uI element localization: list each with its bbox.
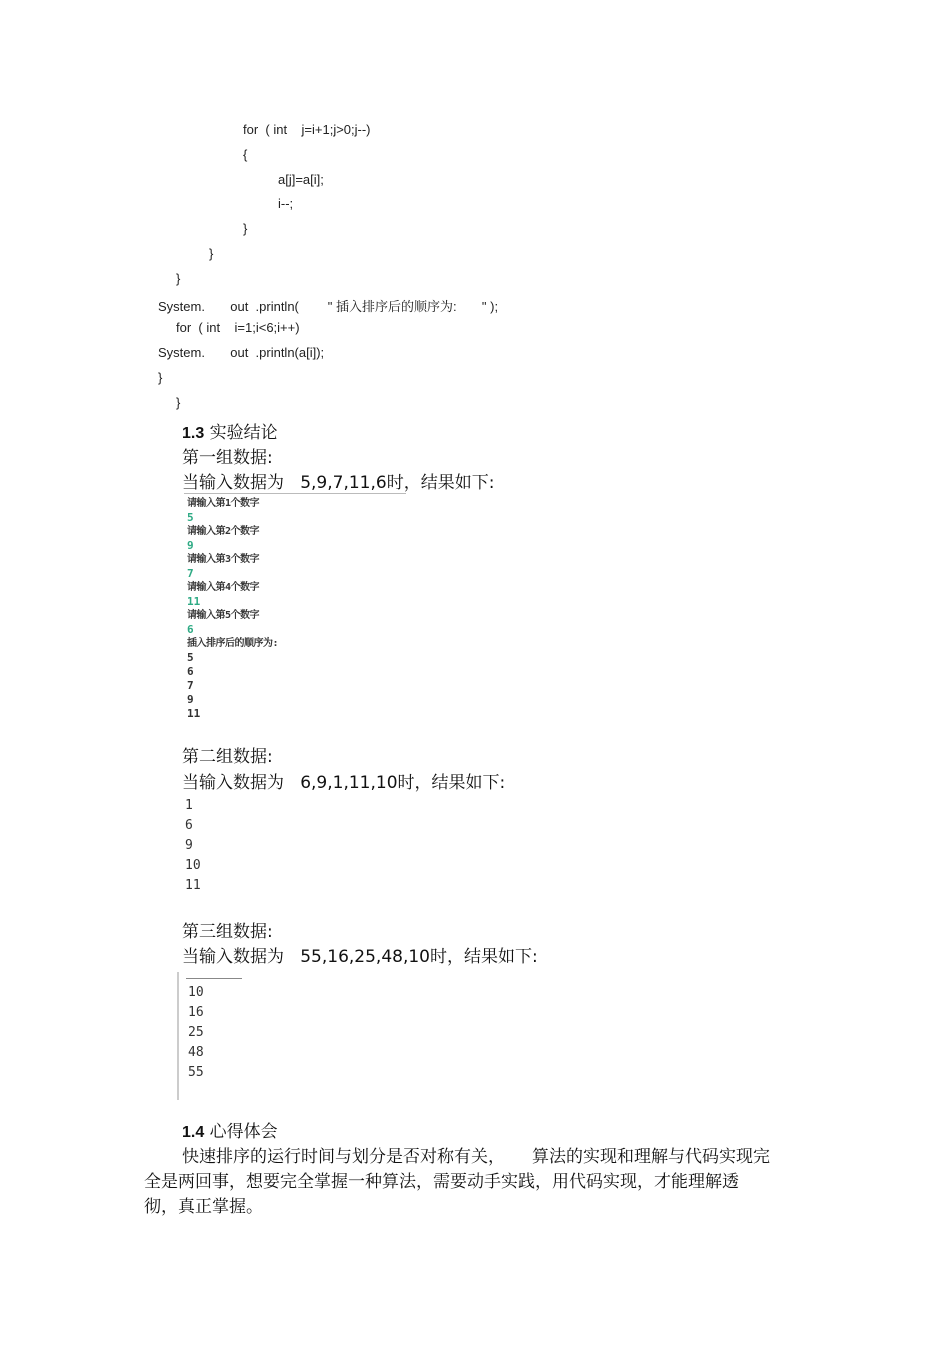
console-output: 9 [187, 693, 194, 706]
code-line: } [176, 395, 181, 410]
console-output: 1 [185, 798, 193, 813]
section-number: 1.3 [182, 425, 205, 442]
screenshot-border [184, 493, 406, 494]
code-line: i--; [278, 196, 294, 211]
section-heading [182, 418, 278, 443]
section-heading [182, 1117, 278, 1142]
code-line: } [176, 271, 181, 286]
code-line: { [243, 147, 248, 162]
console-prompt: 请输入第1个数字 [187, 498, 260, 509]
group-description: 当输入数据为 55,16,25,48,10时，结果如下: [182, 947, 538, 967]
group-description: 当输入数据为 5,9,7,11,6时，结果如下: [182, 473, 495, 493]
group-label: 第二组数据: [182, 747, 273, 767]
summary-line: 全是两回事，想要完全掌握一种算法，需要动手实践，用代码实现，才能理解透 [144, 1172, 739, 1192]
summary-line: 快速排序的运行时间与划分是否对称有关， 算法的实现和理解与代码实现完 [182, 1147, 771, 1167]
console-output: 6 [185, 818, 193, 833]
console-input: 5 [187, 511, 194, 524]
console-screenshot [185, 796, 285, 898]
console-output: 10 [188, 985, 204, 1000]
code-line: } [158, 370, 163, 385]
console-screenshot [187, 497, 407, 722]
console-output: 55 [188, 1065, 204, 1080]
console-output: 9 [185, 838, 193, 853]
console-input: 9 [187, 539, 194, 552]
console-input: 11 [187, 595, 201, 608]
screenshot-border [186, 978, 242, 979]
console-output: 5 [187, 651, 194, 664]
code-line: for ( int j=i+1;j>0;j--) [243, 122, 371, 137]
console-output: 48 [188, 1045, 204, 1060]
console-output: 25 [188, 1025, 204, 1040]
section-title: 实验结论 [209, 423, 278, 443]
console-input: 6 [187, 623, 194, 636]
console-screenshot [188, 983, 288, 1085]
console-output: 6 [187, 665, 194, 678]
console-output: 10 [185, 858, 201, 873]
group-description: 当输入数据为 6,9,1,11,10时，结果如下: [182, 773, 506, 793]
console-output: 11 [185, 878, 201, 893]
console-prompt: 请输入第3个数字 [187, 554, 260, 565]
summary-line: 彻，真正掌握。 [144, 1197, 263, 1217]
section-title: 心得体会 [209, 1122, 278, 1142]
console-output: 11 [187, 707, 201, 720]
code-line: System. out .println( " 插入排序后的顺序为: " ); [158, 299, 499, 314]
group-label: 第一组数据: [182, 448, 273, 468]
section-number: 1.4 [182, 1124, 205, 1141]
code-line: a[j]=a[i]; [278, 172, 324, 187]
console-output: 16 [188, 1005, 204, 1020]
console-output: 7 [187, 679, 194, 692]
code-line: } [209, 246, 214, 261]
code-line: for ( int i=1;i<6;i++) [176, 320, 300, 335]
console-prompt: 请输入第5个数字 [187, 610, 260, 621]
code-line: } [243, 221, 248, 236]
group-label: 第三组数据: [182, 922, 273, 942]
console-result-label: 插入排序后的顺序为: [187, 638, 279, 649]
console-prompt: 请输入第4个数字 [187, 582, 260, 593]
screenshot-border [177, 972, 179, 1100]
code-line: System. out .println(a[i]); [158, 345, 325, 360]
console-prompt: 请输入第2个数字 [187, 526, 260, 537]
console-input: 7 [187, 567, 194, 580]
